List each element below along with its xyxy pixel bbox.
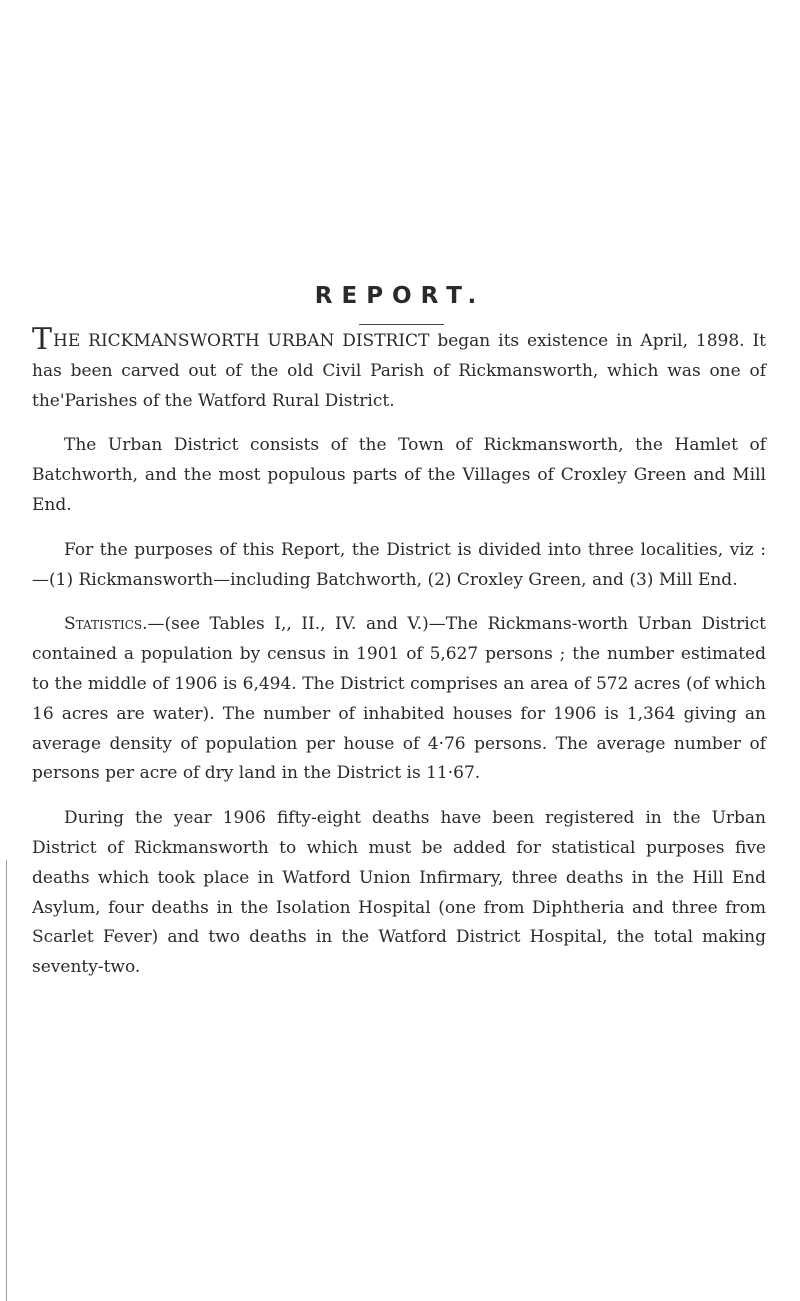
- paragraph-origin-text: began its existence in April, 1898. It has been carved out of the old Civil Parish of Rickmansworth, which was one of the'Parishes of the Watford Rural District.: [32, 331, 767, 411]
- paragraph-localities: [32, 536, 766, 596]
- district-name: HE RICKMANSWORTH URBAN DISTRICT: [53, 331, 430, 351]
- paragraph-composition: [32, 431, 766, 520]
- paragraph-deaths: [32, 804, 766, 983]
- drop-cap: T: [32, 322, 53, 357]
- report-heading: REPORT.: [314, 283, 486, 309]
- statistics-lead: Statistics.: [64, 614, 148, 635]
- paragraph-composition-text: The Urban District consists of the Town of Rickmansworth, the Hamlet of Batchworth, and the most populous parts of the Villages of Croxley Green and Mill End.: [32, 435, 766, 515]
- paragraph-statistics: [32, 610, 766, 789]
- paragraph-statistics-text: —(see Tables I,, II., IV. and V.)—The Rickmans-worth Urban District contained a population by census in 1901 of 5,627 persons ; the number estimated to the middle of 1906 is 6,494. The District comprises an area of 572 acres (of which 16 acres are water). The number of inhabited houses for 1906 is 1,364 giving an average density of population per house of 4·76 persons. The average number of persons per acre of dry land in the District is 11·67.: [32, 614, 766, 784]
- report-body: [32, 322, 767, 983]
- heading-rule: [359, 324, 444, 325]
- paragraph-origin: [32, 322, 767, 416]
- page-edge-line: [6, 860, 7, 1301]
- paragraph-localities-text: For the purposes of this Report, the District is divided into three localities, viz :—(1) Rickmansworth—including Batchworth, (2) Croxley Green, and (3) Mill End.: [32, 539, 766, 590]
- paragraph-deaths-text: During the year 1906 fifty-eight deaths have been registered in the Urban District of Rickmansworth to which must be added for statistical purposes five deaths which took place in Watford Union Infirmary, three deaths in the Hill End Asylum, four deaths in the Isolation Hospital (one from Diphtheria and three from Scarlet Fever) and two deaths in the Watford District Hospital, the total making seventy-two.: [32, 808, 766, 978]
